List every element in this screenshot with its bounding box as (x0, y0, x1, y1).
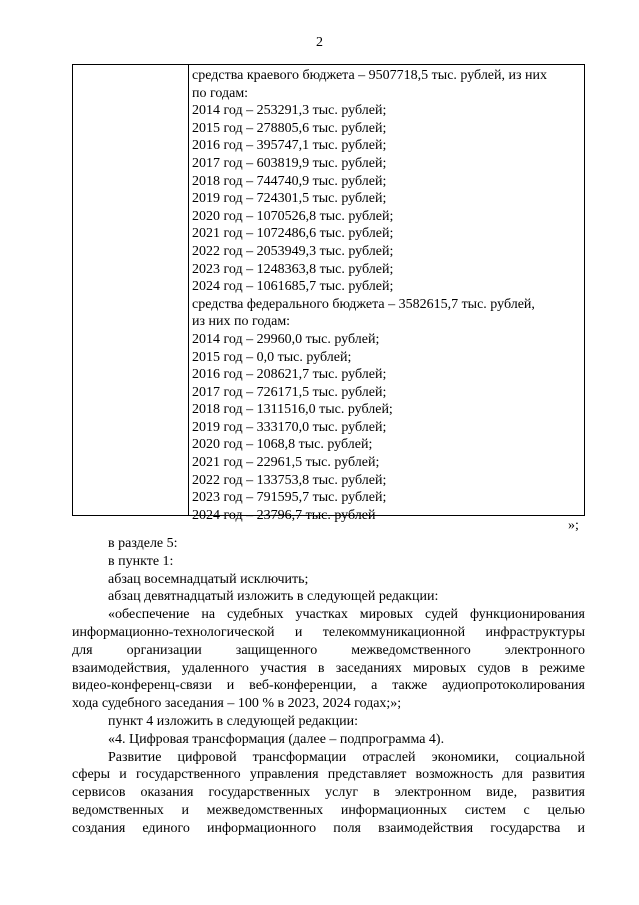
table-line: 2015 год – 0,0 тыс. рублей; (192, 349, 352, 365)
paragraph-line: в разделе 5: (108, 536, 178, 551)
paragraph-line: сферы и государственного управления представляет возможность для развития (72, 767, 585, 783)
table-line: 2019 год – 333170,0 тыс. рублей; (192, 419, 387, 435)
column-divider (188, 65, 189, 515)
table-line: средства федерального бюджета – 3582615,7 тыс. рублей, (192, 296, 535, 312)
table-line: 2018 год – 744740,9 тыс. рублей; (192, 173, 387, 189)
table-line: по годам: (192, 85, 249, 101)
budget-table (72, 64, 585, 523)
paragraph-line: в пункте 1: (108, 553, 174, 569)
table-line: 2024 год – 1061685,7 тыс. рублей; (192, 279, 394, 295)
table-line: средства краевого бюджета – 9507718,5 тыс. рублей, из них (192, 68, 548, 83)
table-line: 2014 год – 253291,3 тыс. рублей; (192, 103, 387, 119)
closing-quote: »; (568, 518, 579, 533)
table-line: 2024 год – 23796,7 тыс. рублей (192, 507, 376, 523)
paragraph-line: абзац девятнадцатый изложить в следующей редакции: (108, 589, 439, 605)
table-line: 2016 год – 208621,7 тыс. рублей; (192, 367, 387, 383)
paragraph-line: абзац восемнадцатый исключить; (108, 571, 309, 587)
table-line: 2020 год – 1068,8 тыс. рублей; (192, 437, 373, 453)
table-line: 2017 год – 726171,5 тыс. рублей; (192, 384, 387, 400)
paragraph-line: для организации защищенного межведомственного электронного (72, 642, 585, 658)
paragraph-line: информационно-технологической и телекоммуникационной инфраструктуры (72, 624, 585, 640)
body-text (72, 535, 585, 838)
paragraph-line: «обеспечение на судебных участках мировых судей функционирования (108, 607, 585, 623)
table-line: 2021 год – 1072486,6 тыс. рублей; (192, 226, 394, 242)
paragraph-line: ведомственных и межведомственных информационных систем с целью (72, 802, 585, 818)
table-line: 2019 год – 724301,5 тыс. рублей; (192, 191, 387, 207)
paragraph-line: создания единого информационного поля взаимодействия государства и (72, 820, 585, 836)
table-line: 2014 год – 29960,0 тыс. рублей; (192, 331, 380, 347)
paragraph-line: хода судебного заседания – 100 % в 2023, 2024 годах;»; (72, 696, 402, 712)
table-line: 2023 год – 791595,7 тыс. рублей; (192, 490, 387, 506)
paragraph-line: Развитие цифровой трансформации отраслей экономики, социальной (108, 749, 585, 765)
table-line: из них по годам: (192, 314, 291, 330)
table-line: 2020 год – 1070526,8 тыс. рублей; (192, 208, 394, 224)
paragraph-line: сервисов оказания государственных услуг в электронном виде, развития (72, 785, 585, 801)
page-number: 2 (316, 35, 323, 50)
paragraph-line: пункт 4 изложить в следующей редакции: (108, 713, 358, 729)
table-line: 2021 год – 22961,5 тыс. рублей; (192, 455, 380, 471)
funding-cell (192, 67, 582, 524)
table-line: 2017 год – 603819,9 тыс. рублей; (192, 155, 387, 171)
table-line: 2016 год – 395747,1 тыс. рублей; (192, 138, 387, 154)
paragraph-line: взаимодействия, удаленного участия в заседаниях мировых судов в режиме (72, 660, 585, 676)
table-line: 2022 год – 133753,8 тыс. рублей; (192, 472, 387, 488)
table-line: 2018 год – 1311516,0 тыс. рублей; (192, 402, 393, 418)
table-line: 2015 год – 278805,6 тыс. рублей; (192, 120, 387, 136)
paragraph-line: видео-конференц-связи и веб-конференции, а также аудиопротоколирования (72, 678, 585, 694)
paragraph-line: «4. Цифровая трансформация (далее – подпрограмма 4). (108, 731, 445, 747)
table-line: 2022 год – 2053949,3 тыс. рублей; (192, 243, 394, 259)
table-line: 2023 год – 1248363,8 тыс. рублей; (192, 261, 394, 277)
